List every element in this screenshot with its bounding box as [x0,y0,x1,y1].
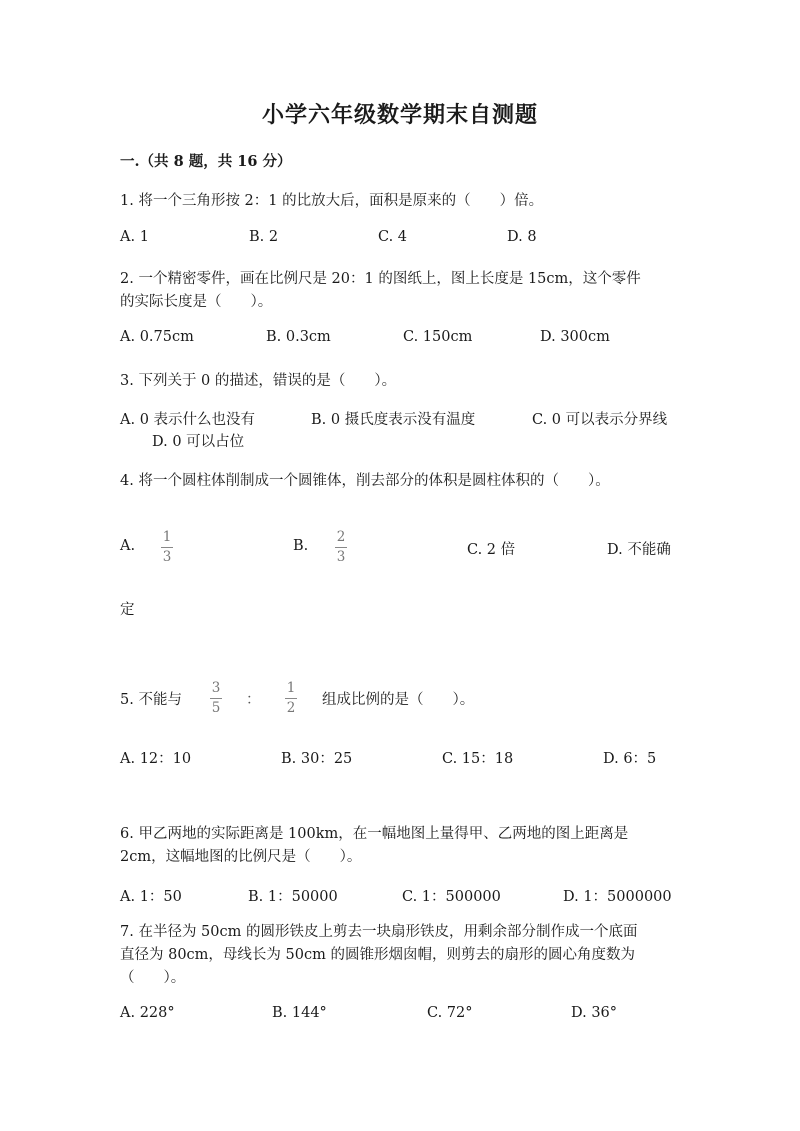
question-7-option-d[interactable]: D. 36° [571,1005,618,1021]
question-7-text-line3: （ ）。 [120,970,186,986]
question-5-option-b[interactable]: B. 30：25 [281,751,353,767]
question-2-option-c[interactable]: C. 150cm [403,329,473,345]
question-1-text: 1. 将一个三角形按 2：1 的比放大后，面积是原来的（ ）倍。 [120,193,544,209]
question-2-option-d[interactable]: D. 300cm [540,329,610,345]
question-7-text-line1: 7. 在半径为 50cm 的圆形铁皮上剪去一块扇形铁皮，用剩余部分制作成一个底面 [120,924,638,940]
question-4-option-a-label: A. [120,538,136,554]
fraction-denominator: 2 [286,700,296,716]
question-5-fraction-1 [208,681,224,716]
question-5-option-a[interactable]: A. 12：10 [120,751,192,767]
fraction-bar [161,547,173,548]
question-3-option-b[interactable]: B. 0 摄氏度表示没有温度 [311,412,476,428]
question-2-text-line1: 2. 一个精密零件，画在比例尺是 20：1 的图纸上，图上长度是 15cm，这个零件 [120,271,641,287]
question-7-option-b[interactable]: B. 144° [272,1005,327,1021]
question-5-suffix: 组成比例的是（ ）。 [322,692,475,708]
question-7-option-a[interactable]: A. 228° [120,1005,175,1021]
question-7-option-c[interactable]: C. 72° [427,1005,473,1021]
fraction-bar [210,698,222,699]
fraction-denominator: 3 [336,549,346,565]
question-6-text-line1: 6. 甲乙两地的实际距离是 100km，在一幅地图上量得甲、乙两地的图上距离是 [120,826,629,842]
fraction-numerator: 3 [211,680,221,696]
fraction-bar [335,547,347,548]
question-3-option-c[interactable]: C. 0 可以表示分界线 [532,412,668,428]
question-4-option-b-label: B. [293,538,309,554]
question-4-option-b[interactable] [293,538,308,554]
question-5-option-c[interactable]: C. 15：18 [442,751,514,767]
question-5-option-d[interactable]: D. 6：5 [603,751,657,767]
question-3-option-d[interactable]: D. 0 可以占位 [152,434,245,450]
question-1-option-c[interactable]: C. 4 [378,229,408,245]
page-title: 小学六年级数学期末自测题 [261,102,538,128]
question-3-text: 3. 下列关于 0 的描述，错误的是（ ）。 [120,373,397,389]
question-4-option-b-fraction [333,530,349,565]
question-1-option-a[interactable]: A. 1 [120,229,149,245]
question-2-option-b[interactable]: B. 0.3cm [266,329,331,345]
question-4-option-c[interactable]: C. 2 倍 [467,542,516,558]
question-5-fraction-2 [283,681,299,716]
fraction-bar [285,698,297,699]
question-6-option-d[interactable]: D. 1：5000000 [563,889,672,905]
question-4-option-d-continued: 定 [120,602,135,618]
question-6-text-line2: 2cm，这幅地图的比例尺是（ ）。 [120,849,362,865]
question-7-text-line2: 直径为 80cm，母线长为 50cm 的圆锥形烟囱帽，则剪去的扇形的圆心角度数为 [120,947,635,963]
fraction-numerator: 1 [286,680,296,696]
question-1-option-d[interactable]: D. 8 [507,229,537,245]
question-2-text-line2: 的实际长度是（ ）。 [120,294,273,310]
question-4-text: 4. 将一个圆柱体削制成一个圆锥体，削去部分的体积是圆柱体积的（ ）。 [120,473,610,489]
question-2-option-a[interactable]: A. 0.75cm [120,329,194,345]
question-5-prefix: 5. 不能与 [120,692,182,708]
question-6-option-a[interactable]: A. 1：50 [120,889,182,905]
question-5-colon: ： [246,692,261,708]
question-4-option-a-fraction [159,530,175,565]
section-heading: 一.（共 8 题，共 16 分） [120,153,292,170]
question-3-option-a[interactable]: A. 0 表示什么也没有 [120,412,256,428]
fraction-denominator: 5 [211,700,221,716]
question-1-option-b[interactable]: B. 2 [249,229,279,245]
question-4-option-d[interactable]: D. 不能确 [607,542,671,558]
fraction-numerator: 1 [162,529,172,545]
question-6-option-b[interactable]: B. 1：50000 [248,889,338,905]
question-4-option-a[interactable] [120,538,135,554]
fraction-denominator: 3 [162,549,172,565]
question-6-option-c[interactable]: C. 1：500000 [402,889,501,905]
fraction-numerator: 2 [336,529,346,545]
